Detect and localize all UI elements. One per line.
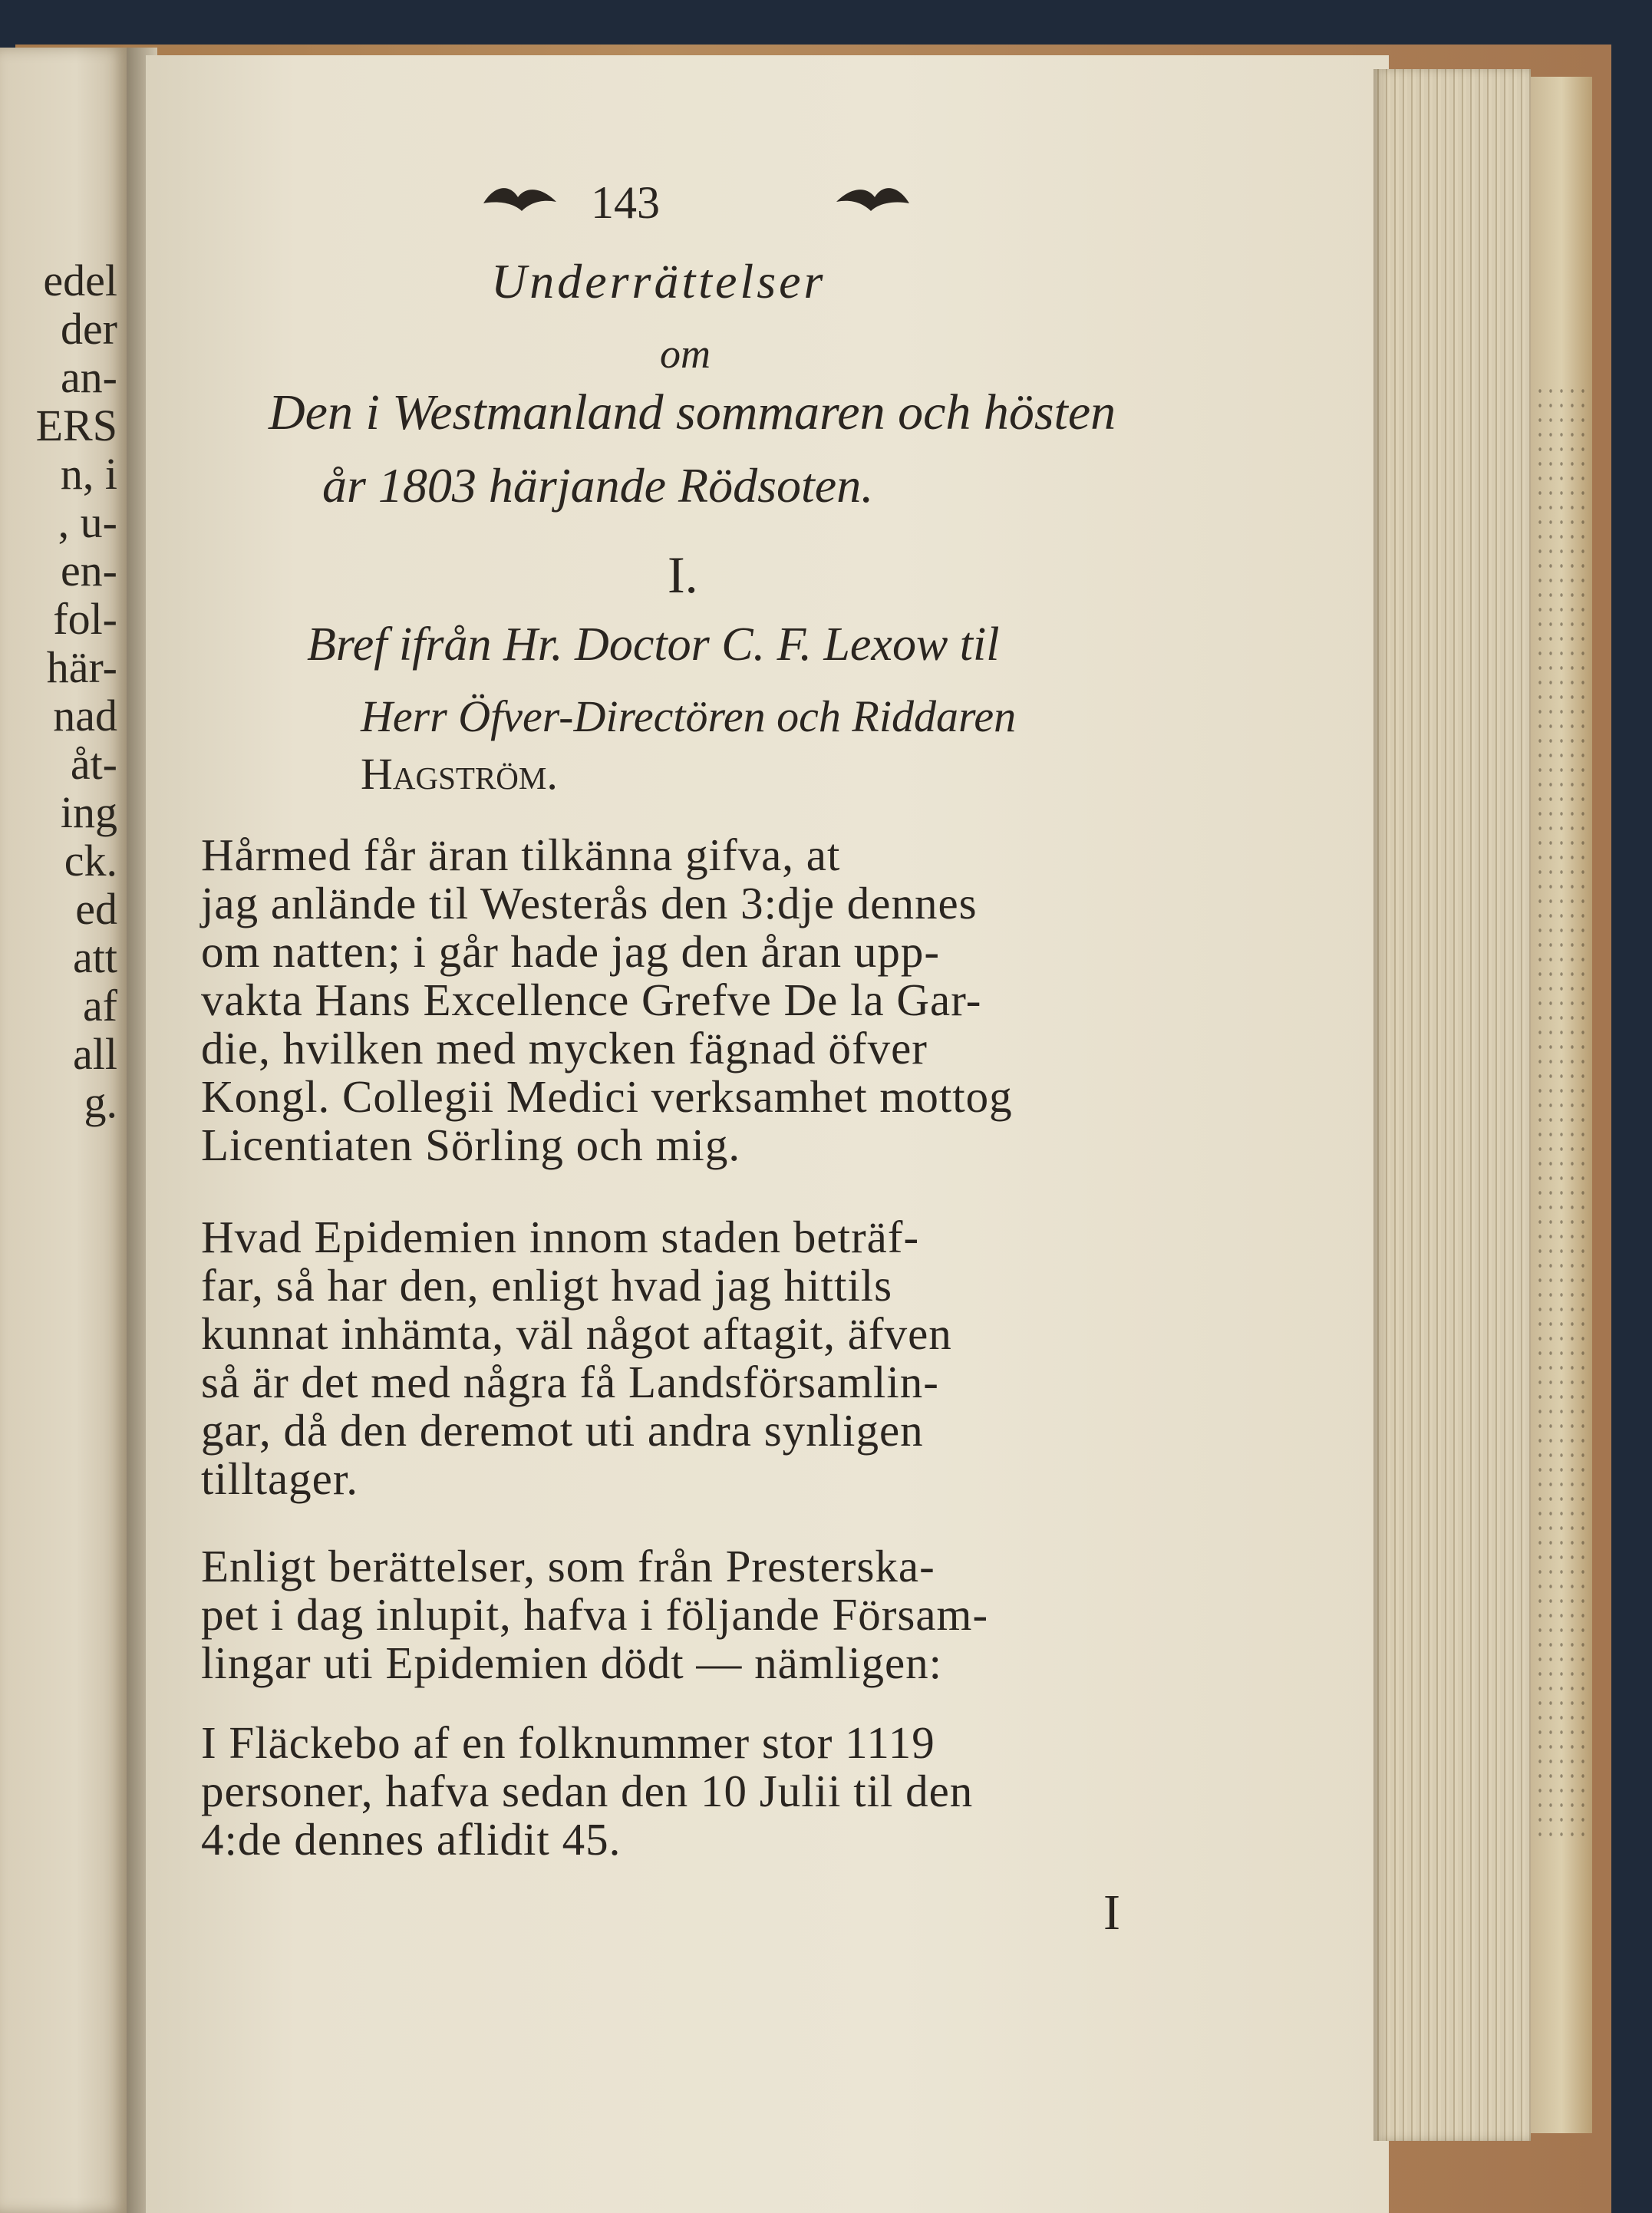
left-page-fragment: en- — [60, 546, 117, 595]
right-ornament-icon — [829, 180, 913, 219]
left-page-fragment: g. — [84, 1077, 117, 1127]
letter-heading-line-3: Hagström. — [361, 749, 558, 799]
left-page-fragment: edel — [43, 256, 117, 305]
body-line: tilltager. — [201, 1453, 358, 1504]
body-line: vakta Hans Excellence Grefve De la Gar- — [201, 975, 982, 1025]
section-numeral: I. — [668, 546, 698, 604]
left-page-fragment: af — [82, 981, 117, 1031]
left-page-fragment: fol- — [53, 594, 117, 644]
speckled-edge — [1535, 384, 1588, 1842]
body-line: personer, hafva sedan den 10 Julii til den — [201, 1766, 974, 1816]
body-line: kunnat inhämta, väl något aftagit, äfven — [201, 1308, 952, 1359]
left-page-fragment: ck. — [64, 836, 117, 886]
body-line: Licentiaten Sörling och mig. — [201, 1120, 741, 1170]
left-page-fragment: nad — [53, 691, 117, 740]
letter-heading-line-2: Herr Öfver-Directören och Riddaren — [361, 691, 1017, 741]
title-line-1: Underrättelser — [491, 254, 826, 308]
body-line: Enligt berättelser, som från Presterska- — [201, 1541, 935, 1591]
left-page — [0, 48, 127, 2213]
left-ornament-icon — [480, 180, 564, 219]
page-stack-edge — [1373, 69, 1531, 2141]
body-line: Hårmed får äran tilkänna gifva, at — [201, 829, 841, 880]
left-page-fragment: ing — [60, 787, 117, 837]
body-line: jag anlände til Westerås den 3:dje dennes — [201, 878, 978, 928]
body-line: pet i dag inlupit, hafva i följande Försam- — [201, 1589, 989, 1640]
body-line: Hvad Epidemien innom staden beträf- — [201, 1212, 920, 1262]
left-page-fragment: an- — [60, 352, 117, 402]
left-page-fragment: åt- — [70, 739, 117, 789]
title-line-3: Den i Westmanland sommaren och hösten — [269, 384, 1116, 440]
left-page-fragment: att — [73, 932, 117, 982]
left-page-fragment: här- — [46, 642, 117, 692]
title-line-4: år 1803 härjande Rödsoten. — [322, 458, 874, 513]
body-line: lingar uti Epidemien dödt — nämligen: — [201, 1637, 943, 1688]
left-page-fragment: ed — [75, 884, 117, 934]
left-page-fragment: n, i — [60, 449, 117, 499]
letter-heading-line-1: Bref ifrån Hr. Doctor C. F. Lexow til — [307, 618, 1000, 671]
body-line: I Fläckebo af en folknummer stor 1119 — [201, 1717, 935, 1768]
body-line: far, så har den, enligt hvad jag hittils — [201, 1260, 893, 1311]
left-page-fragment: all — [73, 1029, 117, 1079]
left-page-fragment: ERS — [35, 401, 117, 450]
page-number: 143 — [591, 177, 660, 228]
left-page-fragment: , u- — [58, 497, 117, 547]
body-line: Kongl. Collegii Medici verksamhet mottog — [201, 1071, 1013, 1122]
body-line: så är det med några få Landsförsamlin- — [201, 1357, 939, 1407]
body-line: om natten; i går hade jag den åran upp- — [201, 926, 940, 977]
title-line-2: om — [660, 331, 711, 377]
body-line: 4:de dennes aflidit 45. — [201, 1814, 622, 1865]
body-line: gar, då den deremot uti andra synligen — [201, 1405, 924, 1456]
left-page-fragment: der — [60, 304, 117, 354]
signature-mark: I — [1103, 1885, 1120, 1941]
body-line: die, hvilken med mycken fägnad öfver — [201, 1023, 928, 1074]
